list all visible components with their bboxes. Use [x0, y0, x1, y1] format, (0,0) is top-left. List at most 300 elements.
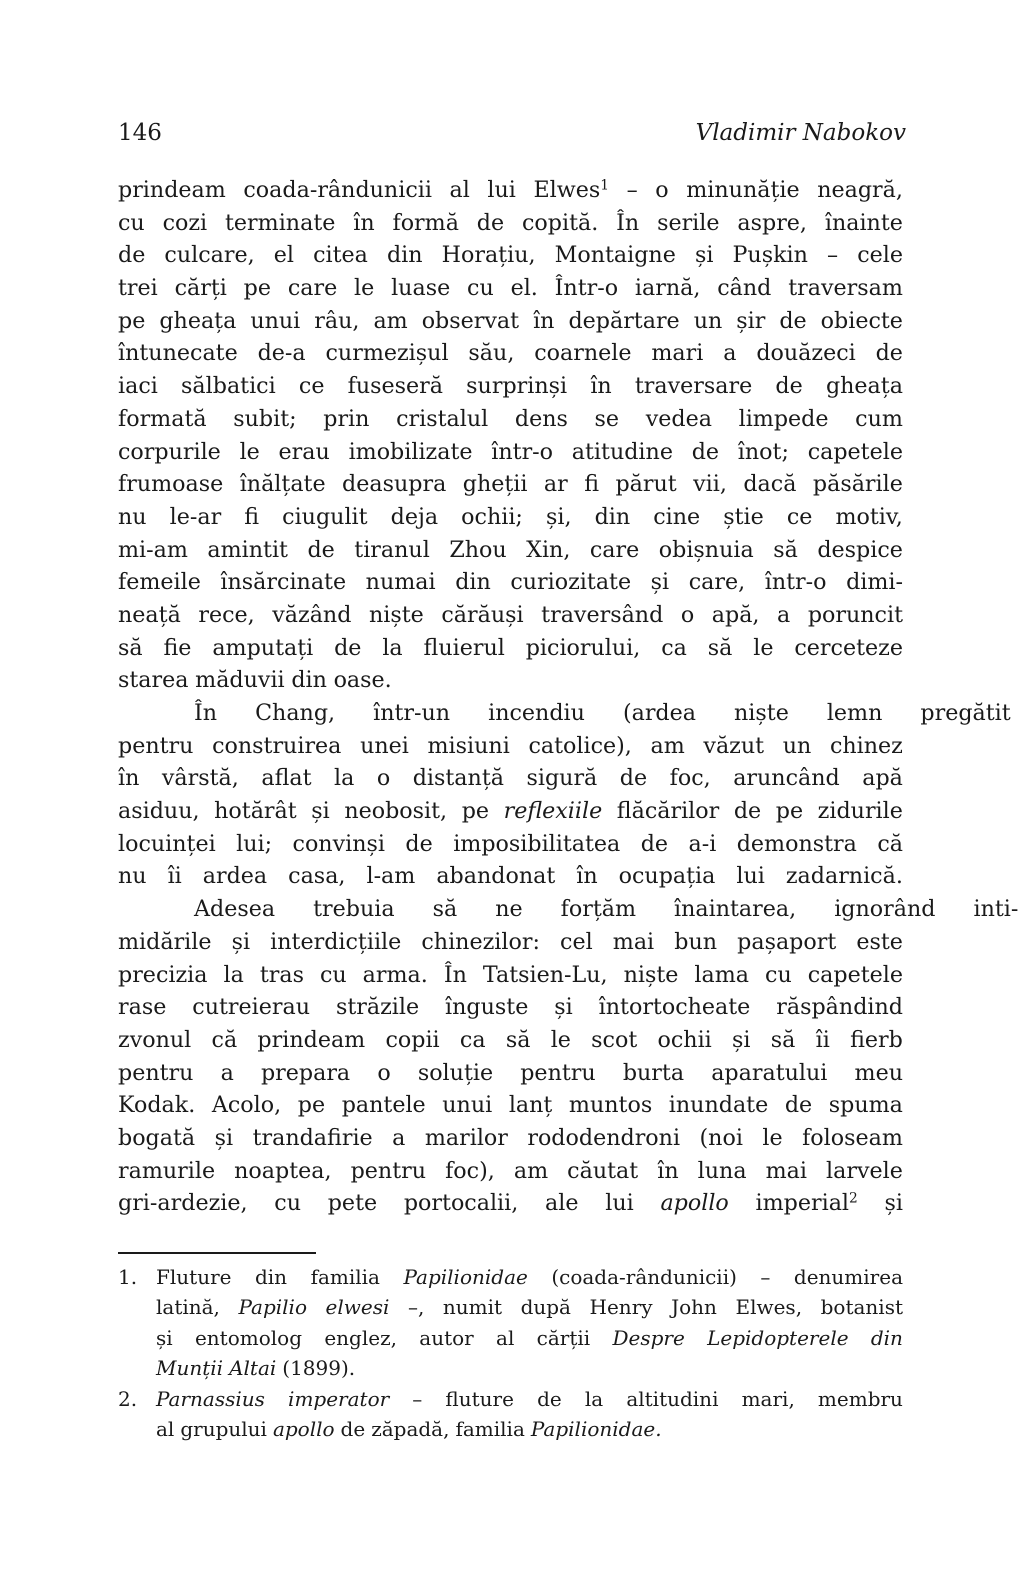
word [551, 1262, 737, 1292]
word [463, 468, 528, 501]
text: mari, [741, 1386, 795, 1411]
text: scot [591, 1026, 638, 1053]
word [175, 272, 227, 305]
text: În [616, 209, 640, 236]
word [659, 534, 754, 567]
text: dimi- [846, 569, 903, 596]
text: de [340, 1416, 366, 1441]
text: lui [736, 863, 765, 890]
text: obișnuia [658, 536, 754, 563]
text: zvonul [118, 1026, 192, 1053]
word [537, 1384, 562, 1414]
word [506, 1024, 531, 1057]
text: serile [657, 209, 720, 236]
word [198, 599, 254, 632]
text: la [334, 765, 355, 792]
text: a [723, 340, 737, 367]
footnote-2 [118, 1384, 903, 1445]
text: ardea [202, 863, 268, 890]
word [212, 1089, 281, 1122]
text-line [118, 959, 903, 992]
word [293, 828, 385, 861]
text: să [770, 1026, 796, 1053]
text: Xin, [526, 536, 571, 563]
word [533, 305, 554, 338]
word [162, 762, 239, 795]
text: dacă [743, 471, 797, 498]
text: (noi [699, 1124, 743, 1151]
word [544, 468, 568, 501]
text: copii [385, 1026, 440, 1053]
word [403, 1262, 527, 1292]
word [762, 1122, 782, 1155]
word [229, 1353, 276, 1383]
word [855, 403, 903, 436]
word [522, 207, 598, 240]
text: depărtare [568, 307, 680, 334]
text: văzut [703, 732, 765, 759]
text: am [650, 732, 685, 759]
word [445, 991, 528, 1024]
italic-text: Parnassius [156, 1386, 265, 1411]
text: le [753, 634, 774, 661]
text-line [118, 566, 903, 599]
word [551, 1024, 571, 1057]
word [612, 1323, 684, 1353]
word [181, 370, 276, 403]
text: pentru [520, 1059, 596, 1086]
text: atitudine [571, 438, 673, 465]
word [827, 239, 838, 272]
word [871, 1323, 903, 1353]
word [118, 795, 200, 828]
word [240, 436, 260, 469]
text: niște [368, 601, 424, 628]
word [223, 959, 243, 992]
word [405, 828, 432, 861]
word [509, 1089, 553, 1122]
word [203, 860, 267, 893]
text: de [307, 536, 335, 563]
text: căutat [567, 1157, 639, 1184]
footnote-1 [118, 1262, 903, 1384]
text: foc), [445, 1157, 495, 1184]
word [118, 207, 145, 240]
text: de [118, 242, 146, 269]
text: noaptea, [234, 1157, 332, 1184]
word [796, 893, 935, 926]
text-line [118, 1024, 903, 1057]
text: gri-ardezie, [118, 1190, 248, 1217]
text: un [782, 732, 812, 759]
text: Horațiu, [441, 242, 536, 269]
word [555, 272, 618, 305]
text: să [707, 634, 733, 661]
word [314, 305, 359, 338]
word [692, 436, 719, 469]
text: dens [514, 405, 568, 432]
text: erau [278, 438, 330, 465]
text: mari [651, 340, 704, 367]
italic-text: reflexiile [503, 798, 603, 825]
text: Elwes [533, 177, 601, 203]
text: măduvii [195, 667, 285, 694]
text: le [762, 1124, 783, 1151]
text: corpurile [118, 438, 221, 465]
word [737, 207, 807, 240]
text: John [671, 1295, 717, 1320]
text: la [382, 634, 403, 661]
text: la [584, 1386, 604, 1411]
text: gheții [462, 471, 528, 498]
text: arma. [362, 961, 428, 988]
word [739, 403, 829, 436]
text: de [875, 340, 903, 367]
text: (1899). [282, 1356, 356, 1381]
text: curmezișul [325, 340, 449, 367]
word [554, 991, 572, 1024]
text: fi [584, 471, 600, 498]
text: și [214, 1124, 234, 1151]
word [626, 1384, 718, 1414]
text: al [449, 177, 470, 203]
word [261, 1057, 350, 1090]
word [862, 762, 903, 795]
word [366, 860, 415, 893]
word [623, 1057, 684, 1090]
word [794, 632, 903, 665]
word [526, 762, 597, 795]
text: la [223, 961, 244, 988]
word [773, 534, 798, 567]
text: gheața [825, 373, 903, 400]
text: cel [560, 928, 593, 955]
text-line [118, 795, 903, 828]
word [118, 632, 143, 665]
word [737, 828, 857, 861]
word [419, 1323, 473, 1353]
word [156, 893, 275, 926]
word [743, 468, 796, 501]
word [496, 1323, 514, 1353]
text: neagră, [817, 177, 903, 203]
text-line [118, 860, 903, 893]
text: despice [817, 536, 903, 563]
text-line [118, 762, 903, 795]
italic-text: Papilionidae. [530, 1416, 662, 1441]
word [353, 207, 374, 240]
word [253, 1122, 373, 1155]
word [523, 893, 636, 926]
word [733, 762, 840, 795]
text: să [773, 536, 798, 563]
text: latină, [156, 1295, 220, 1320]
text-line [118, 632, 903, 665]
text: misiuni [427, 732, 510, 759]
text: de [537, 1386, 562, 1411]
text: interdicțiile [270, 928, 402, 955]
footnote-ref: 1 [600, 177, 610, 194]
text: soluție [417, 1059, 494, 1086]
word [164, 632, 192, 665]
text-line [118, 828, 903, 861]
text: de [733, 798, 762, 825]
word [661, 632, 687, 665]
text: Chang, [255, 700, 336, 726]
word [387, 239, 423, 272]
text: ca [661, 634, 687, 661]
text: a [777, 601, 791, 628]
word [118, 1089, 195, 1122]
text: a [220, 1059, 234, 1086]
word [605, 1187, 633, 1220]
word [591, 1024, 637, 1057]
word [377, 762, 390, 795]
text: bun [674, 928, 718, 955]
text: care, [688, 569, 746, 596]
word [733, 239, 808, 272]
text: pe [243, 275, 271, 302]
text: l-am [366, 863, 416, 890]
word [156, 1292, 220, 1322]
footnote-number: 1. [118, 1265, 138, 1289]
text: observat [421, 307, 520, 334]
text: apă, [711, 601, 760, 628]
text: asiduu, [118, 798, 200, 825]
word [568, 305, 679, 338]
text: după [520, 1295, 571, 1320]
italic-text: Lepidopterele [707, 1325, 849, 1350]
word [695, 239, 713, 272]
text-line [156, 1414, 903, 1444]
word [756, 337, 855, 370]
text: din [386, 242, 423, 269]
word [717, 272, 771, 305]
word [311, 1262, 380, 1292]
word [613, 926, 654, 959]
text: știe [723, 503, 764, 530]
word [391, 272, 450, 305]
text: mai [765, 1157, 807, 1184]
word [377, 1057, 390, 1090]
text: le [354, 275, 375, 302]
text: într-o [491, 438, 554, 465]
text: traversare [634, 373, 753, 400]
text: vedea [645, 405, 712, 432]
text: sălbatici [181, 373, 276, 400]
word [818, 1384, 903, 1414]
text: și [694, 242, 714, 269]
word [118, 239, 145, 272]
italic-text: Papilio [238, 1295, 307, 1320]
word [225, 207, 335, 240]
word [118, 1155, 215, 1188]
word [449, 534, 506, 567]
text: din [254, 1265, 288, 1289]
text: de [779, 307, 807, 334]
word [118, 272, 158, 305]
word [693, 468, 727, 501]
word [736, 305, 765, 338]
word [708, 632, 733, 665]
word [288, 272, 337, 305]
word [159, 305, 236, 338]
text: cum [855, 405, 903, 432]
text: în [118, 765, 140, 792]
text: de [775, 373, 803, 400]
text: și [231, 928, 251, 955]
word [274, 1187, 301, 1220]
word [651, 566, 669, 599]
word [856, 926, 903, 959]
text: din [291, 667, 327, 694]
word [696, 697, 789, 730]
text-line [118, 272, 903, 305]
word [118, 664, 189, 697]
text: întunecate [118, 340, 238, 367]
text: poruncit [807, 601, 903, 628]
word [776, 991, 903, 1024]
text: lanț [508, 1092, 553, 1119]
text-line [118, 1122, 903, 1155]
text: cărții [536, 1325, 591, 1350]
text: starea [118, 667, 189, 694]
text-line [118, 501, 903, 534]
word [674, 926, 717, 959]
text: Adesea [194, 896, 276, 923]
text: ne [495, 896, 523, 923]
word [408, 1292, 424, 1322]
text: În [194, 700, 218, 726]
text: pașaport [737, 928, 837, 955]
text: formată [118, 405, 207, 432]
word [528, 730, 631, 763]
word [491, 436, 553, 469]
footnote-separator [118, 1252, 316, 1254]
word [282, 1353, 355, 1383]
text: catolice), [528, 732, 632, 759]
text: formă [392, 209, 459, 236]
word [590, 534, 639, 567]
text: Acolo, [211, 1092, 282, 1119]
text: limpede [738, 405, 829, 432]
text: rase [118, 994, 167, 1021]
word [156, 697, 217, 730]
text-line [156, 1262, 903, 1292]
word [326, 337, 449, 370]
text: apă [862, 765, 903, 792]
text: și [156, 1325, 173, 1350]
word [641, 828, 668, 861]
text: pete [327, 1190, 378, 1217]
word [882, 697, 1010, 730]
text: Fluture [156, 1265, 232, 1289]
text-line [118, 174, 903, 207]
text: amintit [207, 536, 288, 563]
text-line [118, 1187, 903, 1220]
word [442, 239, 536, 272]
word [118, 828, 216, 861]
word [521, 1292, 571, 1322]
word [620, 762, 647, 795]
word [935, 893, 1018, 926]
text: ca [459, 1026, 486, 1053]
word [335, 697, 450, 730]
text: care [589, 536, 640, 563]
word [118, 1122, 195, 1155]
text: ciugulit [282, 503, 368, 530]
footnotes [118, 1262, 903, 1444]
text: le-ar [169, 503, 222, 530]
word [572, 436, 673, 469]
word [156, 1323, 173, 1353]
text: șir [736, 307, 766, 334]
text: unui [442, 1092, 493, 1119]
text: înguste [445, 994, 529, 1021]
word [527, 1122, 680, 1155]
word [348, 370, 443, 403]
word [342, 468, 446, 501]
word [615, 468, 676, 501]
word [118, 959, 207, 992]
text-line [118, 664, 903, 697]
word [450, 174, 470, 207]
text: înot; [737, 438, 789, 465]
text: un [693, 307, 723, 334]
text: Montaigne [554, 242, 676, 269]
word [354, 272, 374, 305]
word [307, 534, 334, 567]
word [788, 272, 903, 305]
word [646, 403, 712, 436]
text: inti- [973, 896, 1019, 923]
text-line [118, 403, 903, 436]
word [694, 959, 749, 992]
word [326, 1292, 390, 1322]
text: citea [313, 242, 368, 269]
word [313, 239, 368, 272]
word [382, 632, 402, 665]
text: zăpadă, [371, 1416, 450, 1441]
word [207, 534, 288, 567]
text: care [287, 275, 338, 302]
text: lemn [826, 700, 883, 726]
text: el. [510, 275, 538, 302]
word [657, 1155, 678, 1188]
page-number: 146 [118, 120, 162, 146]
word [737, 926, 836, 959]
text: traversând [541, 601, 664, 628]
word [261, 762, 311, 795]
word [441, 599, 523, 632]
word [785, 1089, 812, 1122]
text: spuma [828, 1092, 903, 1119]
word [274, 239, 294, 272]
word [599, 991, 751, 1024]
text: traversam [788, 275, 903, 302]
word [616, 207, 639, 240]
text: mai [612, 928, 655, 955]
text: rece, [198, 601, 255, 628]
word [299, 370, 325, 403]
word [344, 795, 447, 828]
word [777, 599, 790, 632]
word [468, 337, 514, 370]
text: luna [697, 1157, 747, 1184]
word [765, 959, 792, 992]
text: –, [407, 1295, 425, 1320]
word [636, 893, 796, 926]
